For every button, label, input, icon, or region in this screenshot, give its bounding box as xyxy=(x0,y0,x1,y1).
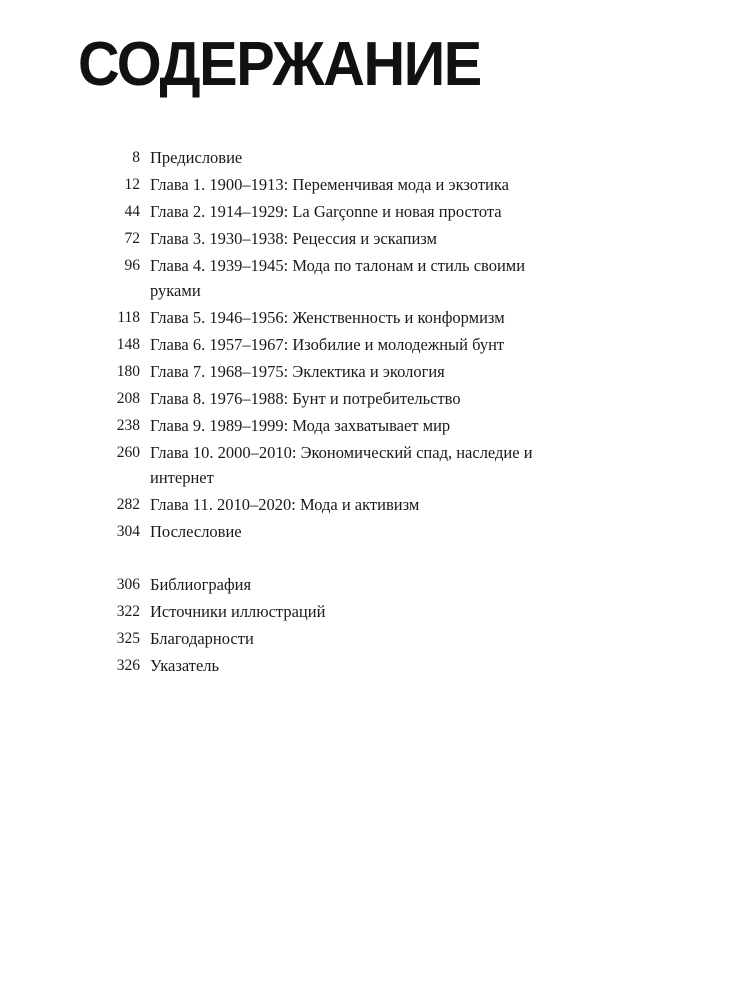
toc-page-number: 118 xyxy=(117,309,140,326)
toc-page-number: 12 xyxy=(124,176,140,193)
toc-entry[interactable] xyxy=(78,440,638,490)
toc-entry[interactable] xyxy=(78,226,638,251)
toc-entry-title: Глава 1. 1900–1913: Переменчивая мода и экзотика xyxy=(150,175,509,194)
toc-page-number: 326 xyxy=(116,657,140,674)
toc-entry-title: Глава 3. 1930–1938: Рецессия и эскапизм xyxy=(150,229,437,248)
toc-page-number: 238 xyxy=(116,417,140,434)
toc-page-number: 180 xyxy=(116,363,140,380)
toc-page-number: 306 xyxy=(116,576,140,593)
toc-entry-title: Глава 8. 1976–1988: Бунт и потребительство xyxy=(150,389,461,408)
toc-entry-title: Глава 4. 1939–1945: Мода по талонам и стиль своими руками xyxy=(150,256,526,300)
toc-page-number: 44 xyxy=(124,203,140,220)
page-title: СОДЕРЖАНИЕ xyxy=(78,30,481,99)
toc-entry-title: Послесловие xyxy=(150,522,242,541)
toc-entry[interactable] xyxy=(78,253,638,303)
toc-page-number: 72 xyxy=(124,230,140,247)
toc-page-number: 260 xyxy=(116,444,140,461)
toc-entry[interactable] xyxy=(78,599,638,624)
toc-entry[interactable] xyxy=(78,305,638,330)
toc-entry[interactable] xyxy=(78,199,638,224)
toc-page-number: 96 xyxy=(124,257,140,274)
toc-entry[interactable] xyxy=(78,653,638,678)
toc-page-number: 148 xyxy=(116,336,140,353)
toc-entry[interactable] xyxy=(78,572,638,597)
toc-entry[interactable] xyxy=(78,413,638,438)
toc-entry-title: Предисловие xyxy=(150,148,243,167)
toc-entry-title: Глава 2. 1914–1929: La Garçonne и новая простота xyxy=(150,202,502,221)
toc-entry-title: Глава 5. 1946–1956: Женственность и конформизм xyxy=(150,308,505,327)
toc-entry-title: Указатель xyxy=(150,656,220,675)
toc-entry[interactable] xyxy=(78,359,638,384)
toc-page-number: 304 xyxy=(116,523,140,540)
toc-entry[interactable] xyxy=(78,172,638,197)
toc-entry-title: Глава 9. 1989–1999: Мода захватывает мир xyxy=(150,416,451,435)
toc-entry-title: Глава 6. 1957–1967: Изобилие и молодежный бунт xyxy=(150,335,505,354)
toc-entry-title: Библиография xyxy=(150,575,252,594)
toc-entry-title: Глава 11. 2010–2020: Мода и активизм xyxy=(150,495,420,514)
toc-entry[interactable] xyxy=(78,519,638,544)
toc-page-number: 208 xyxy=(116,390,140,407)
toc-page-number: 282 xyxy=(116,496,140,513)
section-divider xyxy=(78,546,638,572)
table-of-contents xyxy=(78,145,638,680)
toc-page-number: 325 xyxy=(116,630,140,647)
toc-page-number: 322 xyxy=(116,603,140,620)
toc-entry[interactable] xyxy=(78,332,638,357)
toc-page-number: 8 xyxy=(132,149,140,166)
toc-entry[interactable] xyxy=(78,386,638,411)
toc-entry-title: Глава 7. 1968–1975: Эклектика и экология xyxy=(150,362,445,381)
toc-entry-title: Глава 10. 2000–2010: Экономический спад, наследие и интернет xyxy=(150,443,533,487)
toc-entry[interactable] xyxy=(78,492,638,517)
toc-entry[interactable] xyxy=(78,145,638,170)
toc-entry-title: Источники иллюстраций xyxy=(150,602,326,621)
toc-entry-title: Благодарности xyxy=(150,629,254,648)
toc-entry[interactable] xyxy=(78,626,638,651)
